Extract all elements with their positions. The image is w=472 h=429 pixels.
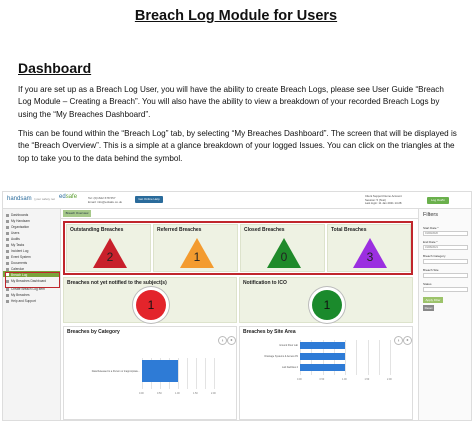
sidebar-item-my-breaches-dashboard[interactable]: My Breaches Dashboard [6, 279, 46, 283]
gridline [178, 358, 179, 389]
gridline [205, 358, 206, 389]
total-count: 3 [366, 250, 374, 264]
x-tick-label: 2.00 [211, 392, 216, 395]
x-tick-label: 0.50 [319, 378, 325, 381]
contact-info: Tel: (0)1622 678 557 Email: info@edsafe.co.uk [88, 196, 123, 204]
handsam-logo[interactable]: handsam | your safety net [7, 196, 55, 202]
filters-title: Filters [423, 212, 438, 218]
breaches-by-category-chart [63, 326, 237, 420]
chart-bar[interactable] [300, 353, 345, 360]
gridline [356, 340, 357, 375]
document-icon [6, 262, 9, 265]
start-date-input[interactable]: 01/09/2020 [423, 231, 468, 236]
chart-title: Breaches by Site Area [243, 329, 296, 335]
app-screenshot [2, 191, 472, 421]
chart-bar[interactable] [142, 360, 178, 382]
tab-bar [61, 209, 418, 219]
end-date-label: End Date * [423, 240, 438, 244]
x-tick-label: 1.00 [175, 392, 180, 395]
gridline [368, 340, 369, 375]
total-breaches-card[interactable] [327, 224, 411, 272]
not-notified-count: 1 [147, 298, 155, 312]
sidebar-item-my-tasks[interactable]: My Tasks [6, 243, 24, 247]
chart-menu-icon[interactable]: ≡ [403, 336, 412, 345]
breaches-by-site-area-chart [239, 326, 413, 420]
ico-notification-card[interactable] [239, 277, 413, 323]
category-select[interactable] [423, 259, 468, 264]
logout-button[interactable]: Log Out/In [427, 197, 449, 204]
ico-count: 1 [323, 298, 331, 312]
sidebar-item-organisation[interactable]: Organisation [6, 225, 29, 229]
sidebar-item-documents[interactable]: Documents [6, 261, 27, 265]
incident-icon [6, 250, 9, 253]
start-date-label: Start Date * [423, 226, 439, 230]
card-title: Outstanding Breaches [70, 227, 124, 233]
sidebar-item-help-and-support[interactable]: Help and Support [6, 299, 36, 303]
x-tick-label: 2.00 [387, 378, 392, 381]
card-title: Referred Breaches [157, 227, 202, 233]
users-icon [6, 232, 9, 235]
sidebar-item-incident-log[interactable]: Incident Log [6, 249, 28, 253]
not-notified-card[interactable] [63, 277, 237, 323]
apply-filter-button[interactable]: Apply Filter [423, 297, 443, 303]
filters-panel [418, 209, 472, 420]
chart-menu-icon[interactable]: ≡ [227, 336, 236, 345]
event-icon [6, 256, 9, 259]
sidebar-item-dashboards[interactable]: Dashboards [6, 213, 28, 217]
sidebar [3, 209, 61, 420]
category-label: Lab Facilities 2 [282, 366, 298, 369]
sidebar-item-event-system[interactable]: Event System [6, 255, 31, 259]
chart-download-icon[interactable]: ⤓ [394, 336, 403, 345]
sidebar-item-my-handsam[interactable]: My Handsam [6, 219, 30, 223]
breach-overview-panel [61, 219, 418, 420]
x-tick-label: 0.50 [157, 392, 162, 395]
chart-title: Breaches by Category [67, 329, 120, 335]
dashboard-icon [6, 214, 9, 217]
reset-button[interactable]: Reset [424, 306, 433, 310]
gridline [345, 340, 346, 375]
document-title: Breach Log Module for Users [134, 8, 338, 24]
referred-count: 1 [193, 250, 201, 264]
chart-download-icon[interactable]: ⤓ [218, 336, 227, 345]
end-date-input[interactable]: 31/08/2021 [423, 245, 468, 250]
x-tick-label: 1.50 [193, 392, 198, 395]
account-info: Client Support Demo Account Session: 5 (Test) Last login: 11 Jan 2021 14:28 [365, 194, 402, 206]
category-label: Breach Category [423, 254, 446, 258]
intro-paragraph: If you are set up as a Breach Log User, you will have the ability to create Breach Logs, please see User Guide “Breach Log Module – Creating a Breach”. You will also have the ability to view a breakdown of your recorded Breach Logs by using the “My Breaches Dashboard”. [18, 85, 444, 119]
gridline [214, 358, 215, 389]
outstanding-breaches-card[interactable] [66, 224, 151, 272]
tab-breach-overview[interactable]: Breach Overview [63, 210, 91, 217]
x-tick-label: 0.00 [297, 378, 302, 381]
status-select[interactable] [423, 287, 468, 292]
category-label: Drainage Systems & Access Pit [264, 355, 298, 358]
referred-breaches-card[interactable] [153, 224, 238, 272]
help-icon [6, 300, 9, 303]
gridline [390, 340, 391, 375]
chart-bar[interactable] [300, 364, 345, 371]
x-tick-label: 1.50 [364, 378, 370, 381]
building-icon [6, 226, 9, 229]
help-button[interactable]: Get Online Help [135, 196, 163, 203]
sidebar-item-audits[interactable]: Audits [6, 237, 20, 241]
site-label: Breach Site [423, 268, 439, 272]
category-label: Ground Floor Lab [279, 344, 298, 347]
plus-icon [6, 288, 9, 291]
gridline [379, 340, 380, 375]
card-title: Notification to ICO [243, 280, 287, 286]
sidebar-item-breach-log[interactable]: Breach Log [6, 273, 27, 277]
sidebar-item-create-breach-log-item[interactable]: Create Breach Log Item [6, 287, 45, 291]
card-title: Total Breaches [331, 227, 367, 233]
chart-bar[interactable] [300, 342, 345, 349]
home-icon [6, 220, 9, 223]
breach-log-icon [6, 273, 9, 276]
tasks-icon [6, 244, 9, 247]
app-header [3, 192, 471, 209]
section-heading: Dashboard [18, 60, 92, 76]
list-icon [6, 294, 9, 297]
card-title: Closed Breaches [244, 227, 285, 233]
chevron-right-icon [6, 280, 9, 283]
category-label: Data Released to a Person or Inappropriate... [91, 369, 140, 373]
x-tick-label: 0.00 [139, 392, 144, 395]
outstanding-count: 2 [106, 250, 114, 264]
sidebar-item-calendar[interactable]: Calendar [6, 267, 24, 271]
gridline [187, 358, 188, 389]
card-title: Breaches not yet notified to the subject(s) [67, 280, 167, 286]
status-label: Status [423, 282, 432, 286]
calendar-icon [6, 268, 9, 271]
gridline [196, 358, 197, 389]
sidebar-item-users[interactable]: Users [6, 231, 19, 235]
audit-icon [6, 238, 9, 241]
closed-count: 0 [280, 250, 288, 264]
instructions-paragraph: This can be found within the “Breach Log” tab, by selecting “My Breaches Dashboard”. The screen that will be displayed is the “Breach Overview”. This is a simple at a glance breakdown of your logged Issues. You can click on the triangles at the top to take you to the data behind the symbol. [18, 129, 457, 163]
site-select[interactable] [423, 273, 468, 278]
closed-breaches-card[interactable] [240, 224, 325, 272]
x-tick-label: 1.00 [342, 378, 347, 381]
edsafe-logo: edsafe [59, 194, 78, 200]
sidebar-item-my-breaches[interactable]: My Breaches [6, 293, 30, 297]
